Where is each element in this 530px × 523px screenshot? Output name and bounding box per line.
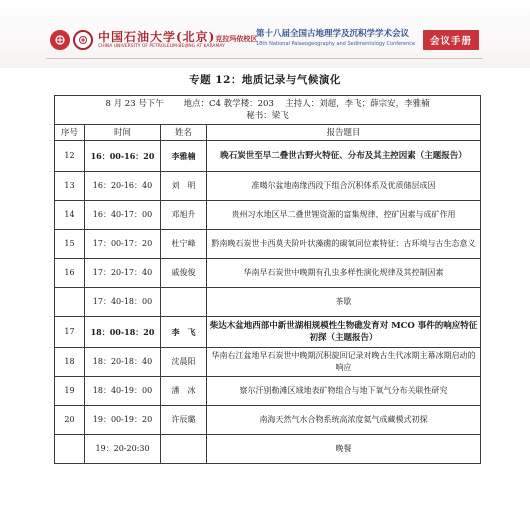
column-header-name: 姓名: [161, 125, 207, 141]
row-speaker: 杜宁峰: [161, 230, 207, 259]
row-report-title: 柴达木盆地西部中新世湖相规模性生物礁发育对 MCO 事件的响应特征初探（主题报告）: [207, 317, 481, 348]
row-report-title: 准噶尔盆地南缘西段下组合沉积体系及优质储层成因: [207, 172, 481, 201]
conference-title-en: 18th National Palaeogeography and Sedimentology Conference: [256, 40, 416, 47]
table-row: [55, 230, 481, 259]
row-time: 17：00-17：20: [85, 230, 161, 259]
row-no: 15: [55, 230, 85, 259]
row-no: 18: [55, 348, 85, 377]
table-row: [55, 406, 481, 435]
row-time: 17：20-17：40: [85, 259, 161, 288]
session-venue: 地点：C4 教学楼：203: [183, 99, 274, 109]
row-no: [55, 435, 85, 464]
row-time: 16：40-17：00: [85, 201, 161, 230]
page-title: 专题 12：地质记录与气候演化: [189, 74, 341, 86]
conference-title: [256, 30, 415, 47]
row-no: 12: [55, 141, 85, 172]
row-time: 19：20-20:30: [85, 435, 161, 464]
row-report-title: 晚餐: [207, 435, 481, 464]
row-report-title: 贵州习水地区早二叠世锂资源的富集规律、控矿因素与成矿作用: [207, 201, 481, 230]
column-header-title: 报告题目: [207, 125, 481, 141]
schedule-table: [54, 95, 481, 464]
session-date-time: 8 月 23 号下午: [105, 99, 164, 109]
row-report-title: 察尔汗别勒滩区域地表矿物组合与地下氧气分布关联性研究: [207, 377, 481, 406]
row-speaker: [161, 435, 207, 464]
table-row: [55, 201, 481, 230]
header-divider: [46, 58, 483, 59]
table-row: [55, 348, 481, 377]
table-row: [55, 259, 481, 288]
university-name-en: CHINA UNIVERSITY OF PETROLEUM-BEIJING AT KARAMAY: [98, 43, 225, 49]
session-info: [55, 96, 481, 125]
table-row: [55, 288, 481, 317]
table-row: [55, 141, 481, 172]
table-row: [55, 377, 481, 406]
cupb-seal-icon: [73, 30, 93, 50]
row-speaker: 李 飞: [161, 317, 207, 348]
row-report-title: 南海天然气水合物系统高浓度氦气成藏模式初探: [207, 406, 481, 435]
university-logo-group: [50, 30, 257, 50]
row-report-title: 茶歇: [207, 288, 481, 317]
row-time: 18：20-18：40: [85, 348, 161, 377]
row-report-title: 华南右江盆地早石炭世中晚期沉积旋回记录对晚古生代冰期主幕冰期启动的响应: [207, 348, 481, 377]
university-campus: 克拉玛依校区: [215, 33, 258, 43]
conference-header: [0, 0, 530, 68]
row-report-title: 晚石炭世至早二叠世古野火特征、分布及其主控因素（主题报告）: [207, 141, 481, 172]
session-info-line-1: [57, 98, 478, 110]
column-header-no: 序号: [55, 125, 85, 141]
row-speaker: 沈晨阳: [161, 348, 207, 377]
row-speaker: 戚俊俊: [161, 259, 207, 288]
session-hosts: 主持人：刘超，李飞；薛宗安，李雅楠: [285, 99, 430, 109]
row-no: 16: [55, 259, 85, 288]
row-time: 16：00-16：20: [85, 141, 161, 172]
row-speaker: 李雅楠: [161, 141, 207, 172]
row-no: 14: [55, 201, 85, 230]
row-no: [55, 288, 85, 317]
university-name-cn: 中国石油大学(北京)克拉玛依校区: [98, 29, 258, 44]
table-row: [55, 317, 481, 348]
university-name: [98, 31, 257, 50]
row-speaker: 潘 冰: [161, 377, 207, 406]
row-speaker: 邓旭升: [161, 201, 207, 230]
row-time: 16：20-16：40: [85, 172, 161, 201]
row-no: 20: [55, 406, 85, 435]
conference-title-cn: 第十八届全国古地理学及沉积学学术会议: [256, 29, 410, 39]
row-time: 17：40-18：00: [85, 288, 161, 317]
row-report-title: 华南早石炭世中晚期有孔虫多样性演化规律及其控制因素: [207, 259, 481, 288]
row-no: 17: [55, 317, 85, 348]
row-no: 13: [55, 172, 85, 201]
table-header-row: [55, 125, 481, 141]
row-no: 19: [55, 377, 85, 406]
row-time: 18：40-19：00: [85, 377, 161, 406]
row-speaker: [161, 288, 207, 317]
row-speaker: 刘 明: [161, 172, 207, 201]
row-time: 19：00-19：20: [85, 406, 161, 435]
row-report-title: 黔南晚石炭世卡西莫夫阶叶状藻礁的碳氧同位素特征：古环境与古生态意义: [207, 230, 481, 259]
table-row: [55, 172, 481, 201]
row-speaker: 许辰璐: [161, 406, 207, 435]
conference-manual-button[interactable]: 会议手册: [423, 30, 479, 50]
column-header-time: 时间: [85, 125, 161, 141]
session-secretary: 秘书：梁飞: [246, 111, 289, 121]
cupb-emblem-icon: [50, 30, 70, 50]
table-row: [55, 435, 481, 464]
row-time: 18：00-18：20: [85, 317, 161, 348]
